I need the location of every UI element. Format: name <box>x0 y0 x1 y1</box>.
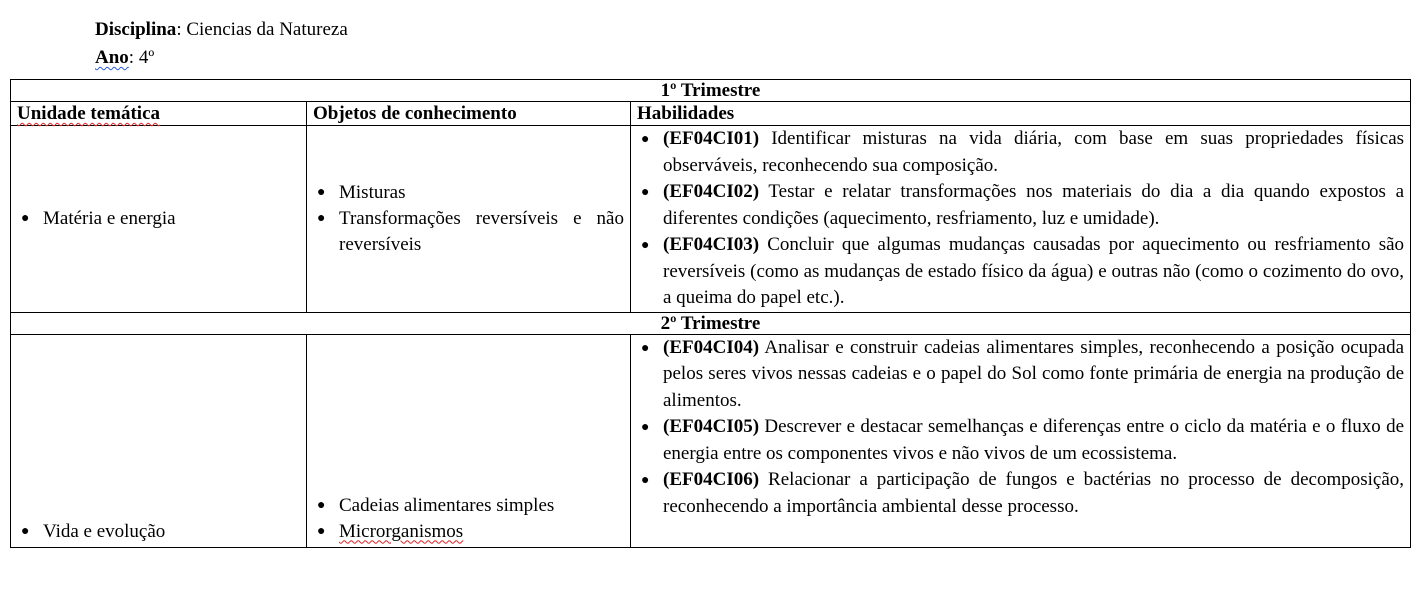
table-row <box>11 334 1411 547</box>
list-item: ● Matéria e energia <box>17 206 300 232</box>
table-row <box>11 126 1411 313</box>
col-header-unidade: Unidade temática <box>11 102 307 126</box>
list-item: ● (EF04CI05) Descrever e destacar semelhanças e diferenças entre o ciclo da matéria e o fluxo de energia entre os componentes vivos e não vivos de um ecossistema. <box>637 414 1404 467</box>
list-item: ● Vida e evolução <box>17 519 300 545</box>
objetos-cell <box>307 126 631 313</box>
list-item: ● (EF04CI02) Testar e relatar transformações nos materiais do dia a dia quando expostos a diferentes condições (aquecimento, resfriamento, luz e umidade). <box>637 179 1404 232</box>
ano-label: Ano <box>95 47 129 68</box>
list-item: ● Transformações reversíveis e não reversíveis <box>313 206 624 258</box>
col-header-objetos: Objetos de conhecimento <box>307 102 631 126</box>
unidade-cell <box>11 334 307 547</box>
habilidades-cell <box>631 334 1411 547</box>
table-header-row <box>11 102 1411 126</box>
trimestre-1-row <box>11 80 1411 102</box>
unidade-cell <box>11 126 307 313</box>
ano-line <box>95 47 154 69</box>
list-item: ● (EF04CI01) Identificar misturas na vida diária, com base em suas propriedades físicas observáveis, reconhecendo sua composição. <box>637 126 1404 179</box>
trimestre-2-title: 2º Trimestre <box>11 312 1411 334</box>
trimestre-2-row <box>11 312 1411 334</box>
disciplina-line <box>95 19 348 41</box>
list-item: ● Misturas <box>313 180 624 206</box>
curriculum-table <box>10 79 1411 548</box>
objetos-cell <box>307 334 631 547</box>
list-item: ● (EF04CI04) Analisar e construir cadeias alimentares simples, reconhecendo a posição ocupada pelos seres vivos nessas cadeias e o papel do Sol como fonte primária de energia na produção de alimentos. <box>637 335 1404 415</box>
disciplina-value: : Ciencias da Natureza <box>176 19 348 40</box>
trimestre-1-title: 1º Trimestre <box>11 80 1411 102</box>
list-item: ● (EF04CI03) Concluir que algumas mudanças causadas por aquecimento ou resfriamento são reversíveis (como as mudanças de estado físico da água) e outras não (como o cozimento do ovo, a queima do papel etc.). <box>637 232 1404 312</box>
list-item: ● Microrganismos <box>313 519 624 545</box>
list-item: ● (EF04CI06) Relacionar a participação de fungos e bactérias no processo de decomposição, reconhecendo a importância ambiental desse processo. <box>637 467 1404 520</box>
list-item: ● Cadeias alimentares simples <box>313 493 624 519</box>
col-header-habilidades: Habilidades <box>631 102 1411 126</box>
disciplina-label: Disciplina <box>95 19 177 40</box>
ano-value: : 4º <box>128 47 155 68</box>
habilidades-cell <box>631 126 1411 313</box>
